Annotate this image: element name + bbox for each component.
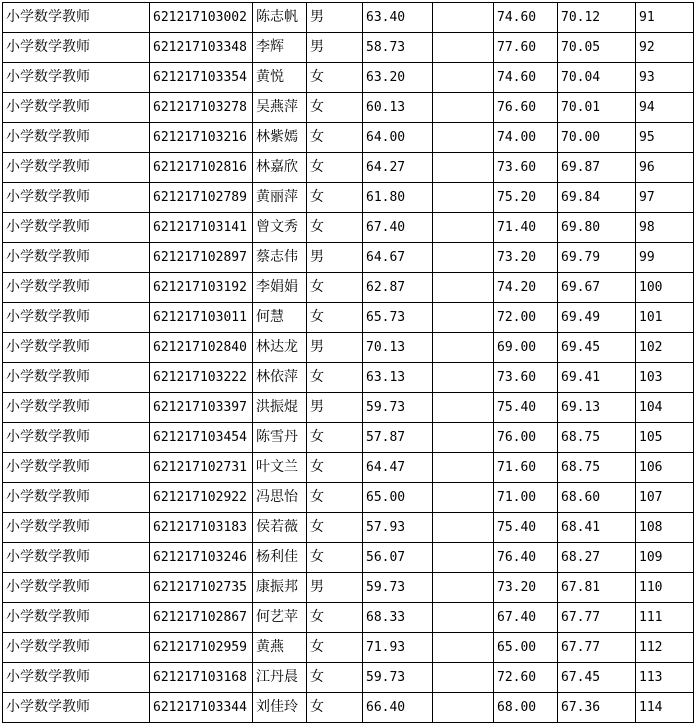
cell-rank: 106 <box>636 453 694 483</box>
cell-written-score: 65.00 <box>363 483 433 513</box>
cell-position: 小学数学教师 <box>3 333 150 363</box>
table-row <box>3 3 694 33</box>
cell-position: 小学数学教师 <box>3 573 150 603</box>
cell-candidate-id: 621217102959 <box>150 633 253 663</box>
cell-gender: 女 <box>307 153 363 183</box>
cell-interview-score: 73.60 <box>494 363 558 393</box>
cell-written-score: 61.80 <box>363 183 433 213</box>
cell-gender: 男 <box>307 393 363 423</box>
cell-candidate-id: 621217103397 <box>150 393 253 423</box>
cell-position: 小学数学教师 <box>3 213 150 243</box>
cell-gender: 女 <box>307 123 363 153</box>
cell-position: 小学数学教师 <box>3 693 150 723</box>
cell-written-score: 64.67 <box>363 243 433 273</box>
cell-name: 何艺苹 <box>253 603 307 633</box>
cell-written-score: 57.93 <box>363 513 433 543</box>
cell-extra <box>433 513 494 543</box>
table-body <box>3 3 694 723</box>
cell-rank: 114 <box>636 693 694 723</box>
cell-position: 小学数学教师 <box>3 393 150 423</box>
cell-candidate-id: 621217103011 <box>150 303 253 333</box>
cell-written-score: 65.73 <box>363 303 433 333</box>
table-row <box>3 363 694 393</box>
cell-rank: 92 <box>636 33 694 63</box>
cell-interview-score: 74.60 <box>494 3 558 33</box>
cell-interview-score: 75.40 <box>494 513 558 543</box>
cell-position: 小学数学教师 <box>3 633 150 663</box>
cell-candidate-id: 621217102840 <box>150 333 253 363</box>
cell-gender: 女 <box>307 273 363 303</box>
cell-name: 曾文秀 <box>253 213 307 243</box>
table-row <box>3 213 694 243</box>
cell-candidate-id: 621217103002 <box>150 3 253 33</box>
cell-total-score: 69.67 <box>558 273 636 303</box>
cell-position: 小学数学教师 <box>3 363 150 393</box>
cell-extra <box>433 363 494 393</box>
cell-total-score: 69.79 <box>558 243 636 273</box>
cell-name: 吴燕萍 <box>253 93 307 123</box>
table-row <box>3 303 694 333</box>
cell-rank: 111 <box>636 603 694 633</box>
table-row <box>3 513 694 543</box>
cell-written-score: 70.13 <box>363 333 433 363</box>
table-row <box>3 123 694 153</box>
cell-written-score: 68.33 <box>363 603 433 633</box>
cell-name: 康振邦 <box>253 573 307 603</box>
cell-interview-score: 69.00 <box>494 333 558 363</box>
cell-written-score: 71.93 <box>363 633 433 663</box>
cell-written-score: 64.27 <box>363 153 433 183</box>
table-row <box>3 573 694 603</box>
cell-gender: 女 <box>307 63 363 93</box>
cell-interview-score: 76.40 <box>494 543 558 573</box>
cell-extra <box>433 183 494 213</box>
cell-name: 何慧 <box>253 303 307 333</box>
table-row <box>3 153 694 183</box>
cell-candidate-id: 621217102731 <box>150 453 253 483</box>
cell-interview-score: 76.00 <box>494 423 558 453</box>
cell-interview-score: 72.60 <box>494 663 558 693</box>
cell-extra <box>433 63 494 93</box>
cell-name: 林嘉欣 <box>253 153 307 183</box>
cell-gender: 女 <box>307 663 363 693</box>
cell-total-score: 69.84 <box>558 183 636 213</box>
cell-extra <box>433 123 494 153</box>
cell-total-score: 70.04 <box>558 63 636 93</box>
table-row <box>3 243 694 273</box>
cell-name: 陈雪丹 <box>253 423 307 453</box>
cell-total-score: 68.75 <box>558 453 636 483</box>
cell-candidate-id: 621217103168 <box>150 663 253 693</box>
cell-interview-score: 65.00 <box>494 633 558 663</box>
cell-interview-score: 71.40 <box>494 213 558 243</box>
cell-extra <box>433 3 494 33</box>
cell-rank: 94 <box>636 93 694 123</box>
cell-rank: 103 <box>636 363 694 393</box>
cell-name: 李辉 <box>253 33 307 63</box>
cell-name: 林紫嫣 <box>253 123 307 153</box>
cell-candidate-id: 621217103216 <box>150 123 253 153</box>
cell-rank: 108 <box>636 513 694 543</box>
table-row <box>3 483 694 513</box>
cell-extra <box>433 333 494 363</box>
table-row <box>3 63 694 93</box>
cell-position: 小学数学教师 <box>3 603 150 633</box>
cell-rank: 110 <box>636 573 694 603</box>
cell-total-score: 70.01 <box>558 93 636 123</box>
cell-rank: 95 <box>636 123 694 153</box>
cell-gender: 女 <box>307 213 363 243</box>
table-row <box>3 663 694 693</box>
cell-total-score: 67.77 <box>558 603 636 633</box>
cell-position: 小学数学教师 <box>3 423 150 453</box>
cell-name: 洪振焜 <box>253 393 307 423</box>
cell-gender: 女 <box>307 423 363 453</box>
cell-gender: 男 <box>307 33 363 63</box>
cell-written-score: 64.47 <box>363 453 433 483</box>
cell-position: 小学数学教师 <box>3 33 150 63</box>
cell-written-score: 60.13 <box>363 93 433 123</box>
cell-extra <box>433 303 494 333</box>
cell-total-score: 69.80 <box>558 213 636 243</box>
cell-written-score: 56.07 <box>363 543 433 573</box>
cell-rank: 101 <box>636 303 694 333</box>
cell-gender: 女 <box>307 453 363 483</box>
cell-gender: 女 <box>307 363 363 393</box>
cell-interview-score: 76.60 <box>494 93 558 123</box>
cell-gender: 男 <box>307 3 363 33</box>
cell-name: 杨利佳 <box>253 543 307 573</box>
cell-rank: 105 <box>636 423 694 453</box>
cell-extra <box>433 453 494 483</box>
cell-rank: 97 <box>636 183 694 213</box>
table-row <box>3 393 694 423</box>
cell-rank: 93 <box>636 63 694 93</box>
cell-extra <box>433 423 494 453</box>
cell-extra <box>433 633 494 663</box>
cell-written-score: 59.73 <box>363 663 433 693</box>
cell-candidate-id: 621217103141 <box>150 213 253 243</box>
cell-gender: 女 <box>307 513 363 543</box>
cell-extra <box>433 573 494 603</box>
cell-total-score: 69.41 <box>558 363 636 393</box>
cell-written-score: 63.20 <box>363 63 433 93</box>
cell-total-score: 70.05 <box>558 33 636 63</box>
cell-gender: 女 <box>307 633 363 663</box>
cell-gender: 女 <box>307 543 363 573</box>
cell-position: 小学数学教师 <box>3 303 150 333</box>
cell-total-score: 67.77 <box>558 633 636 663</box>
cell-name: 黄悦 <box>253 63 307 93</box>
table-row <box>3 423 694 453</box>
cell-position: 小学数学教师 <box>3 243 150 273</box>
cell-position: 小学数学教师 <box>3 123 150 153</box>
cell-position: 小学数学教师 <box>3 3 150 33</box>
cell-interview-score: 71.00 <box>494 483 558 513</box>
cell-interview-score: 74.60 <box>494 63 558 93</box>
cell-name: 江丹晨 <box>253 663 307 693</box>
cell-name: 侯若薇 <box>253 513 307 543</box>
cell-gender: 女 <box>307 603 363 633</box>
cell-rank: 100 <box>636 273 694 303</box>
cell-rank: 99 <box>636 243 694 273</box>
cell-total-score: 68.27 <box>558 543 636 573</box>
cell-written-score: 59.73 <box>363 393 433 423</box>
table-row <box>3 453 694 483</box>
cell-total-score: 67.36 <box>558 693 636 723</box>
cell-interview-score: 72.00 <box>494 303 558 333</box>
cell-written-score: 62.87 <box>363 273 433 303</box>
cell-written-score: 59.73 <box>363 573 433 603</box>
cell-gender: 男 <box>307 243 363 273</box>
table-row <box>3 273 694 303</box>
cell-gender: 男 <box>307 573 363 603</box>
cell-candidate-id: 621217103246 <box>150 543 253 573</box>
cell-interview-score: 75.40 <box>494 393 558 423</box>
cell-total-score: 68.41 <box>558 513 636 543</box>
cell-rank: 104 <box>636 393 694 423</box>
cell-written-score: 58.73 <box>363 33 433 63</box>
cell-interview-score: 73.20 <box>494 573 558 603</box>
cell-written-score: 63.13 <box>363 363 433 393</box>
cell-candidate-id: 621217102867 <box>150 603 253 633</box>
table-row <box>3 33 694 63</box>
cell-total-score: 67.81 <box>558 573 636 603</box>
cell-interview-score: 75.20 <box>494 183 558 213</box>
cell-written-score: 67.40 <box>363 213 433 243</box>
cell-position: 小学数学教师 <box>3 153 150 183</box>
table-row <box>3 543 694 573</box>
cell-extra <box>433 543 494 573</box>
cell-interview-score: 73.20 <box>494 243 558 273</box>
cell-total-score: 69.13 <box>558 393 636 423</box>
cell-written-score: 64.00 <box>363 123 433 153</box>
table-row <box>3 633 694 663</box>
cell-candidate-id: 621217103278 <box>150 93 253 123</box>
cell-total-score: 67.45 <box>558 663 636 693</box>
score-table <box>2 2 694 723</box>
cell-interview-score: 77.60 <box>494 33 558 63</box>
cell-extra <box>433 393 494 423</box>
cell-extra <box>433 483 494 513</box>
cell-extra <box>433 33 494 63</box>
cell-extra <box>433 603 494 633</box>
cell-name: 黄丽萍 <box>253 183 307 213</box>
cell-position: 小学数学教师 <box>3 63 150 93</box>
cell-extra <box>433 273 494 303</box>
cell-gender: 女 <box>307 303 363 333</box>
cell-rank: 113 <box>636 663 694 693</box>
cell-extra <box>433 693 494 723</box>
cell-candidate-id: 621217102735 <box>150 573 253 603</box>
cell-name: 黄燕 <box>253 633 307 663</box>
cell-rank: 109 <box>636 543 694 573</box>
cell-candidate-id: 621217103454 <box>150 423 253 453</box>
cell-gender: 女 <box>307 183 363 213</box>
cell-candidate-id: 621217103344 <box>150 693 253 723</box>
cell-candidate-id: 621217102789 <box>150 183 253 213</box>
cell-name: 林达龙 <box>253 333 307 363</box>
cell-extra <box>433 663 494 693</box>
cell-name: 李娟娟 <box>253 273 307 303</box>
table-row <box>3 603 694 633</box>
cell-position: 小学数学教师 <box>3 483 150 513</box>
cell-extra <box>433 93 494 123</box>
cell-rank: 96 <box>636 153 694 183</box>
cell-total-score: 69.49 <box>558 303 636 333</box>
cell-total-score: 69.45 <box>558 333 636 363</box>
cell-rank: 91 <box>636 3 694 33</box>
cell-name: 冯思怡 <box>253 483 307 513</box>
cell-gender: 女 <box>307 483 363 513</box>
cell-gender: 女 <box>307 693 363 723</box>
cell-position: 小学数学教师 <box>3 513 150 543</box>
cell-candidate-id: 621217102897 <box>150 243 253 273</box>
cell-gender: 男 <box>307 333 363 363</box>
cell-extra <box>433 243 494 273</box>
table-row <box>3 93 694 123</box>
cell-gender: 女 <box>307 93 363 123</box>
cell-total-score: 69.87 <box>558 153 636 183</box>
cell-name: 刘佳玲 <box>253 693 307 723</box>
cell-position: 小学数学教师 <box>3 543 150 573</box>
cell-interview-score: 71.60 <box>494 453 558 483</box>
cell-candidate-id: 621217103354 <box>150 63 253 93</box>
cell-rank: 112 <box>636 633 694 663</box>
cell-total-score: 68.60 <box>558 483 636 513</box>
cell-rank: 107 <box>636 483 694 513</box>
cell-interview-score: 73.60 <box>494 153 558 183</box>
cell-interview-score: 74.20 <box>494 273 558 303</box>
cell-position: 小学数学教师 <box>3 183 150 213</box>
cell-extra <box>433 153 494 183</box>
cell-candidate-id: 621217102922 <box>150 483 253 513</box>
table-row <box>3 333 694 363</box>
cell-written-score: 66.40 <box>363 693 433 723</box>
cell-candidate-id: 621217103222 <box>150 363 253 393</box>
cell-name: 蔡志伟 <box>253 243 307 273</box>
cell-total-score: 70.00 <box>558 123 636 153</box>
cell-position: 小学数学教师 <box>3 273 150 303</box>
cell-name: 叶文兰 <box>253 453 307 483</box>
cell-interview-score: 67.40 <box>494 603 558 633</box>
cell-position: 小学数学教师 <box>3 663 150 693</box>
cell-total-score: 68.75 <box>558 423 636 453</box>
cell-candidate-id: 621217103348 <box>150 33 253 63</box>
cell-name: 陈志帆 <box>253 3 307 33</box>
cell-extra <box>433 213 494 243</box>
table-row <box>3 183 694 213</box>
cell-written-score: 63.40 <box>363 3 433 33</box>
cell-rank: 102 <box>636 333 694 363</box>
table-row <box>3 693 694 723</box>
cell-candidate-id: 621217103183 <box>150 513 253 543</box>
cell-written-score: 57.87 <box>363 423 433 453</box>
cell-position: 小学数学教师 <box>3 453 150 483</box>
cell-interview-score: 68.00 <box>494 693 558 723</box>
cell-candidate-id: 621217102816 <box>150 153 253 183</box>
cell-name: 林依萍 <box>253 363 307 393</box>
cell-rank: 98 <box>636 213 694 243</box>
cell-interview-score: 74.00 <box>494 123 558 153</box>
cell-position: 小学数学教师 <box>3 93 150 123</box>
cell-candidate-id: 621217103192 <box>150 273 253 303</box>
cell-total-score: 70.12 <box>558 3 636 33</box>
